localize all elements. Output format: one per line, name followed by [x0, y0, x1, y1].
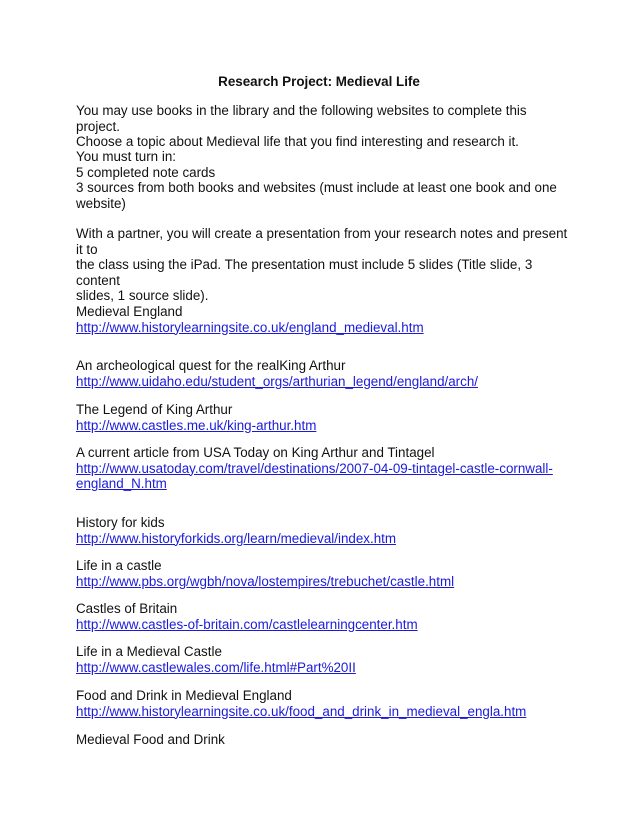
resource-item: [76, 445, 566, 492]
resource-title: Castles of Britain: [76, 601, 178, 616]
text-line: website): [76, 195, 126, 211]
resource-link-continued[interactable]: england_N.htm: [76, 476, 167, 492]
resource-item: [76, 558, 566, 589]
resource-title: A current article from USA Today on King Arthur and Tintagel: [76, 445, 435, 460]
text-line: You may use books in the library and the following websites to complete this project.: [76, 103, 527, 134]
resource-item: [76, 515, 566, 546]
resource-link[interactable]: http://www.usatoday.com/travel/destinations/2007-04-09-tintagel-castle-cornwall-: [76, 460, 553, 476]
resource-link[interactable]: http://www.castles.me.uk/king-arthur.htm: [76, 417, 317, 433]
resource-item: [76, 358, 566, 389]
text-line: Choose a topic about Medieval life that you find interesting and research it.: [76, 134, 519, 150]
resource-link[interactable]: http://www.castles-of-britain.com/castlelearningcenter.htm: [76, 616, 418, 632]
resource-link[interactable]: http://www.uidaho.edu/student_orgs/arthurian_legend/england/arch/: [76, 373, 478, 389]
resource-link[interactable]: http://www.castlewales.com/life.html#Part%20II: [76, 659, 356, 675]
resource-item: [76, 304, 566, 335]
text-line: You must turn in:: [76, 149, 176, 164]
resource-link[interactable]: http://www.historylearningsite.co.uk/food_and_drink_in_medieval_engla.htm: [76, 703, 527, 719]
text-line: 5 completed note cards: [76, 164, 216, 180]
presentation-paragraph: [76, 226, 576, 304]
resource-title: An archeological quest for the realKing Arthur: [76, 358, 346, 373]
resource-link[interactable]: http://www.historyforkids.org/learn/medieval/index.htm: [76, 530, 397, 546]
text-line: 3 sources from both books and websites (must include at least one book and one: [76, 180, 557, 196]
resource-link[interactable]: http://www.pbs.org/wgbh/nova/lostempires/trebuchet/castle.html: [76, 573, 455, 589]
resource-item: [76, 402, 566, 433]
resource-link[interactable]: http://www.historylearningsite.co.uk/england_medieval.htm: [76, 319, 424, 335]
text-line: slides, 1 source slide).: [76, 288, 209, 304]
intro-paragraph: [76, 103, 566, 150]
resource-item: [76, 688, 566, 719]
resource-title: History for kids: [76, 515, 165, 530]
requirements-paragraph: [76, 149, 566, 211]
resource-title: Life in a Medieval Castle: [76, 644, 222, 659]
resource-title: Medieval Food and Drink: [76, 732, 225, 747]
text-line: With a partner, you will create a presentation from your research notes and present it to: [76, 226, 568, 257]
text-line: the class using the iPad. The presentation must include 5 slides (Title slide, 3 content: [76, 257, 533, 288]
resource-title: Medieval England: [76, 304, 183, 319]
resource-title: Life in a castle: [76, 558, 162, 573]
resource-title: The Legend of King Arthur: [76, 402, 233, 417]
resource-title: Food and Drink in Medieval England: [76, 688, 292, 703]
resource-item: [76, 732, 566, 748]
resource-item: [76, 644, 566, 675]
resource-item: [76, 601, 566, 632]
page-title: Research Project: Medieval Life: [218, 74, 420, 89]
